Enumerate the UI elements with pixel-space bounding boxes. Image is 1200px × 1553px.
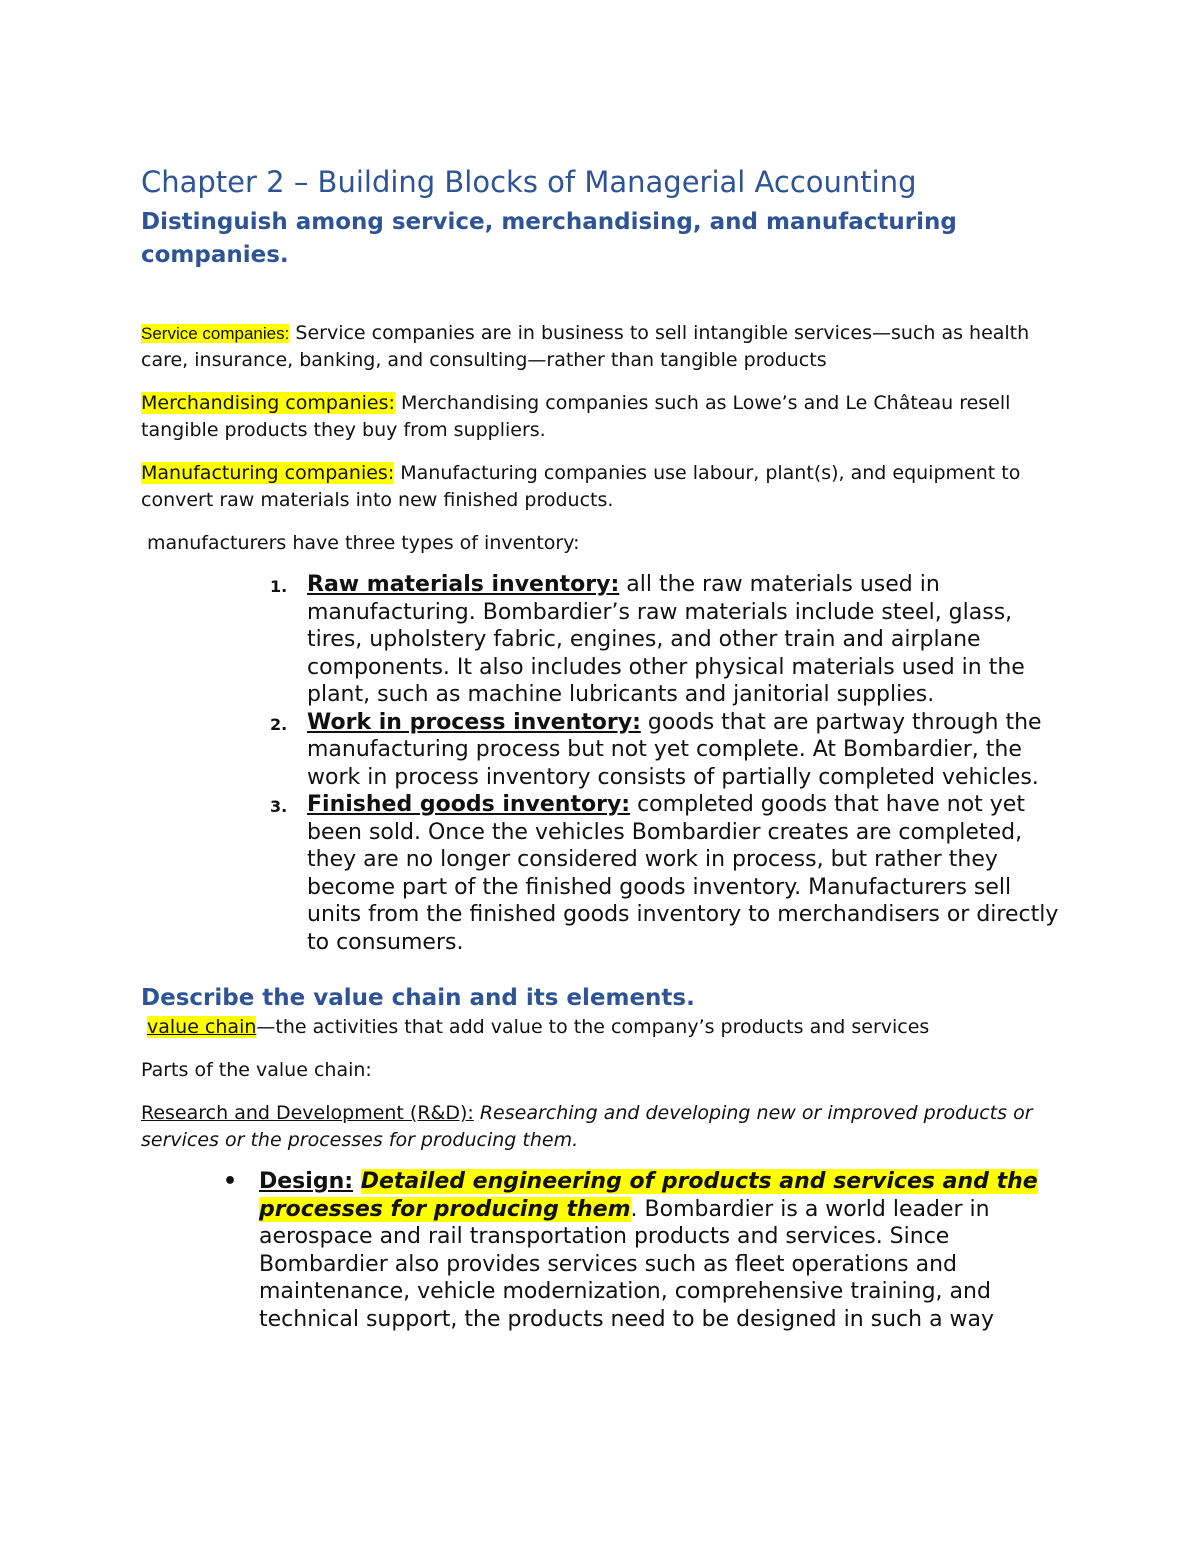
list-number: 1. xyxy=(270,577,288,596)
term-merchandising-companies: Merchandising companies: xyxy=(141,392,395,414)
document-page xyxy=(141,162,1061,1333)
definition-service-companies: Service companies are in business to sell intangible services—such as health care, insurance, banking, and consulting—rather than tangible products xyxy=(141,322,1030,371)
term-finished-goods: Finished goods inventory: xyxy=(307,792,631,817)
section-heading-value-chain: Describe the value chain and its elements. xyxy=(141,985,695,1011)
paragraph-merchandising-companies xyxy=(141,390,1061,444)
inventory-intro: manufacturers have three types of inventory: xyxy=(147,532,580,554)
page-title: Chapter 2 – Building Blocks of Managerial Accounting xyxy=(141,165,917,199)
list-item-finished-goods xyxy=(141,791,1061,956)
definition-merchandising-companies: Merchandising companies such as Lowe’s and Le Château resell tangible products they buy from suppliers. xyxy=(141,392,1011,441)
list-number: 3. xyxy=(270,797,288,816)
definition-raw-materials: all the raw materials used in manufacturing. Bombardier’s raw materials include steel, glass, tires, upholstery fabric, engines, and other train and airplane components. It also includes other physical materials used in the plant, such as machine lubricants and janitorial supplies. xyxy=(307,572,1025,707)
list-item-raw-materials xyxy=(141,571,1061,709)
definition-design: . Bombardier is a world leader in aerospace and rail transportation products and services. Since Bombardier also provides services such as fleet operations and maintenance, vehicle modernization, comprehensive training, and technical support, the products need to be designed in such a way xyxy=(259,1196,995,1332)
definition-manufacturing-companies: Manufacturing companies use labour, plant(s), and equipment to convert raw materials into new finished products. xyxy=(141,462,1021,511)
definition-work-in-process: goods that are partway through the manufacturing process but not yet complete. At Bombardier, the work in process inventory consists of partially completed vehicles. xyxy=(307,709,1042,790)
term-design: Design: xyxy=(259,1169,354,1194)
list-item-work-in-process xyxy=(141,709,1061,792)
paragraph-value-chain xyxy=(141,1014,1061,1041)
term-manufacturing-companies: Manufacturing companies: xyxy=(141,462,395,484)
paragraph-rd xyxy=(141,1100,1061,1154)
term-value-chain: value chain xyxy=(147,1016,257,1038)
definition-value-chain: —the activities that add value to the company’s products and services xyxy=(256,1016,930,1038)
value-chain-list xyxy=(141,1168,1061,1333)
term-service-companies: Service companies: xyxy=(141,324,290,343)
definition-design-highlight: Detailed engineering of products and services and the processes for producing them xyxy=(259,1169,1038,1222)
definition-finished-goods: completed goods that have not yet been sold. Once the vehicles Bombardier creates are completed, they are no longer considered work in process, but rather they become part of the finished goods inventory. Manufacturers sell units from the finished goods inventory to merchandisers or directly to consumers. xyxy=(307,792,1059,955)
term-rd: Research and Development (R&D): xyxy=(141,1102,474,1124)
parts-intro: Parts of the value chain: xyxy=(141,1059,372,1081)
paragraph-manufacturing-companies xyxy=(141,460,1061,514)
bullet-icon: • xyxy=(223,1169,238,1194)
list-item-design xyxy=(141,1168,1061,1333)
list-number: 2. xyxy=(270,714,288,734)
inventory-list xyxy=(141,571,1061,956)
section-heading-company-types: Distinguish among service, merchandising, and manufacturing companies. xyxy=(141,209,957,268)
term-work-in-process: Work in process inventory: xyxy=(307,709,641,735)
term-raw-materials: Raw materials inventory: xyxy=(307,572,620,597)
definition-rd: Researching and developing new or improved products or services or the processes for producing them. xyxy=(141,1102,1033,1151)
paragraph-service-companies xyxy=(141,320,1061,374)
